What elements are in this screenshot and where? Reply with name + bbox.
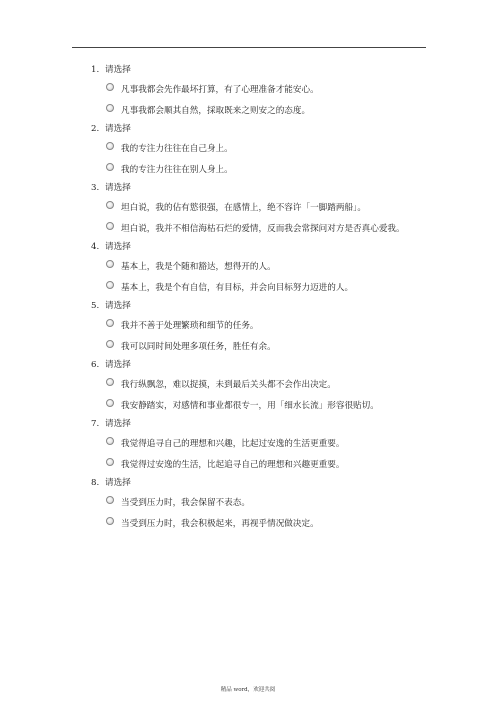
question-option[interactable]: [91, 496, 431, 511]
question-title: [91, 122, 431, 136]
option-label: 我安静踏实，对感情和事业都很专一，用「细水长流」形容很贴切。: [121, 401, 379, 411]
option-label: 我的专注力往往在自己身上。: [121, 144, 233, 154]
question-1: [91, 63, 431, 119]
option-label: 坦白说，我并不相信海枯石烂的爱情，反而我会常探问对方是否真心爱我。: [121, 224, 405, 234]
question-number: 1.: [91, 65, 100, 75]
question-option[interactable]: [91, 201, 431, 216]
radio-button-icon[interactable]: [106, 104, 114, 112]
question-title: [91, 476, 431, 490]
question-prompt: 请选择: [105, 242, 131, 252]
option-label: 坦白说，我的佔有慾很强，在感情上，绝不容许「一脚踏两船」。: [121, 203, 366, 213]
question-7: [91, 417, 431, 473]
option-label: 我行纵飘忽，难以捉摸，未到最后关头都不会作出决定。: [121, 380, 336, 390]
radio-button-icon[interactable]: [106, 437, 114, 445]
question-option[interactable]: [91, 222, 431, 237]
question-number: 3.: [91, 183, 100, 193]
option-label: 我可以同时间处理多项任务，胜任有余。: [121, 342, 276, 352]
question-title: [91, 299, 431, 313]
question-5: [91, 299, 431, 355]
question-option[interactable]: [91, 104, 431, 119]
question-option[interactable]: [91, 399, 431, 414]
question-option[interactable]: [91, 437, 431, 452]
question-number: 8.: [91, 478, 100, 488]
question-title: [91, 240, 431, 254]
question-option[interactable]: [91, 260, 431, 275]
question-4: [91, 240, 431, 296]
option-label: 基本上，我是个有自信，有目标，并会向目标努力迈进的人。: [121, 283, 354, 293]
option-label: 我并不善于处理繁琐和细节的任务。: [121, 321, 259, 331]
question-6: [91, 358, 431, 414]
question-option[interactable]: [91, 340, 431, 355]
question-option[interactable]: [91, 163, 431, 178]
radio-button-icon[interactable]: [106, 142, 114, 150]
option-label: 当受到压力时，我会保留不表态。: [121, 498, 250, 508]
radio-button-icon[interactable]: [106, 260, 114, 268]
radio-button-icon[interactable]: [106, 340, 114, 348]
question-option[interactable]: [91, 142, 431, 157]
radio-button-icon[interactable]: [106, 517, 114, 525]
radio-button-icon[interactable]: [106, 399, 114, 407]
questionnaire: [91, 60, 431, 532]
radio-button-icon[interactable]: [106, 319, 114, 327]
question-prompt: 请选择: [105, 419, 131, 429]
header-rule: [72, 47, 426, 48]
radio-button-icon[interactable]: [106, 83, 114, 91]
option-label: 我觉得过安逸的生活，比起追寻自己的理想和兴趣更重要。: [121, 460, 345, 470]
question-title: [91, 358, 431, 372]
question-prompt: 请选择: [105, 124, 131, 134]
question-prompt: 请选择: [105, 301, 131, 311]
question-title: [91, 417, 431, 431]
radio-button-icon[interactable]: [106, 378, 114, 386]
question-title: [91, 63, 431, 77]
question-number: 4.: [91, 242, 100, 252]
option-label: 当受到压力时，我会积极起来，再视乎情况做决定。: [121, 519, 319, 529]
question-number: 5.: [91, 301, 100, 311]
question-number: 6.: [91, 360, 100, 370]
question-number: 7.: [91, 419, 100, 429]
radio-button-icon[interactable]: [106, 163, 114, 171]
option-label: 凡事我都会顺其自然，採取既来之则安之的态度。: [121, 106, 311, 116]
question-3: [91, 181, 431, 237]
question-option[interactable]: [91, 378, 431, 393]
question-option[interactable]: [91, 458, 431, 473]
question-number: 2.: [91, 124, 100, 134]
option-label: 凡事我都会先作最坏打算，有了心理准备才能安心。: [121, 85, 319, 95]
question-prompt: 请选择: [105, 478, 131, 488]
question-title: [91, 181, 431, 195]
question-2: [91, 122, 431, 178]
option-label: 基本上，我是个随和豁达，想得开的人。: [121, 262, 276, 272]
question-prompt: 请选择: [105, 183, 131, 193]
question-option[interactable]: [91, 517, 431, 532]
radio-button-icon[interactable]: [106, 496, 114, 504]
question-option[interactable]: [91, 281, 431, 296]
question-option[interactable]: [91, 319, 431, 334]
radio-button-icon[interactable]: [106, 222, 114, 230]
option-label: 我觉得追寻自己的理想和兴趣，比起过安逸的生活更重要。: [121, 439, 345, 449]
radio-button-icon[interactable]: [106, 458, 114, 466]
question-prompt: 请选择: [105, 65, 131, 75]
radio-button-icon[interactable]: [106, 281, 114, 289]
question-prompt: 请选择: [105, 360, 131, 370]
page-footer: 精品 word，欢迎共阅: [220, 687, 276, 693]
radio-button-icon[interactable]: [106, 201, 114, 209]
question-option[interactable]: [91, 83, 431, 98]
question-8: [91, 476, 431, 532]
option-label: 我的专注力往往在别人身上。: [121, 165, 233, 175]
